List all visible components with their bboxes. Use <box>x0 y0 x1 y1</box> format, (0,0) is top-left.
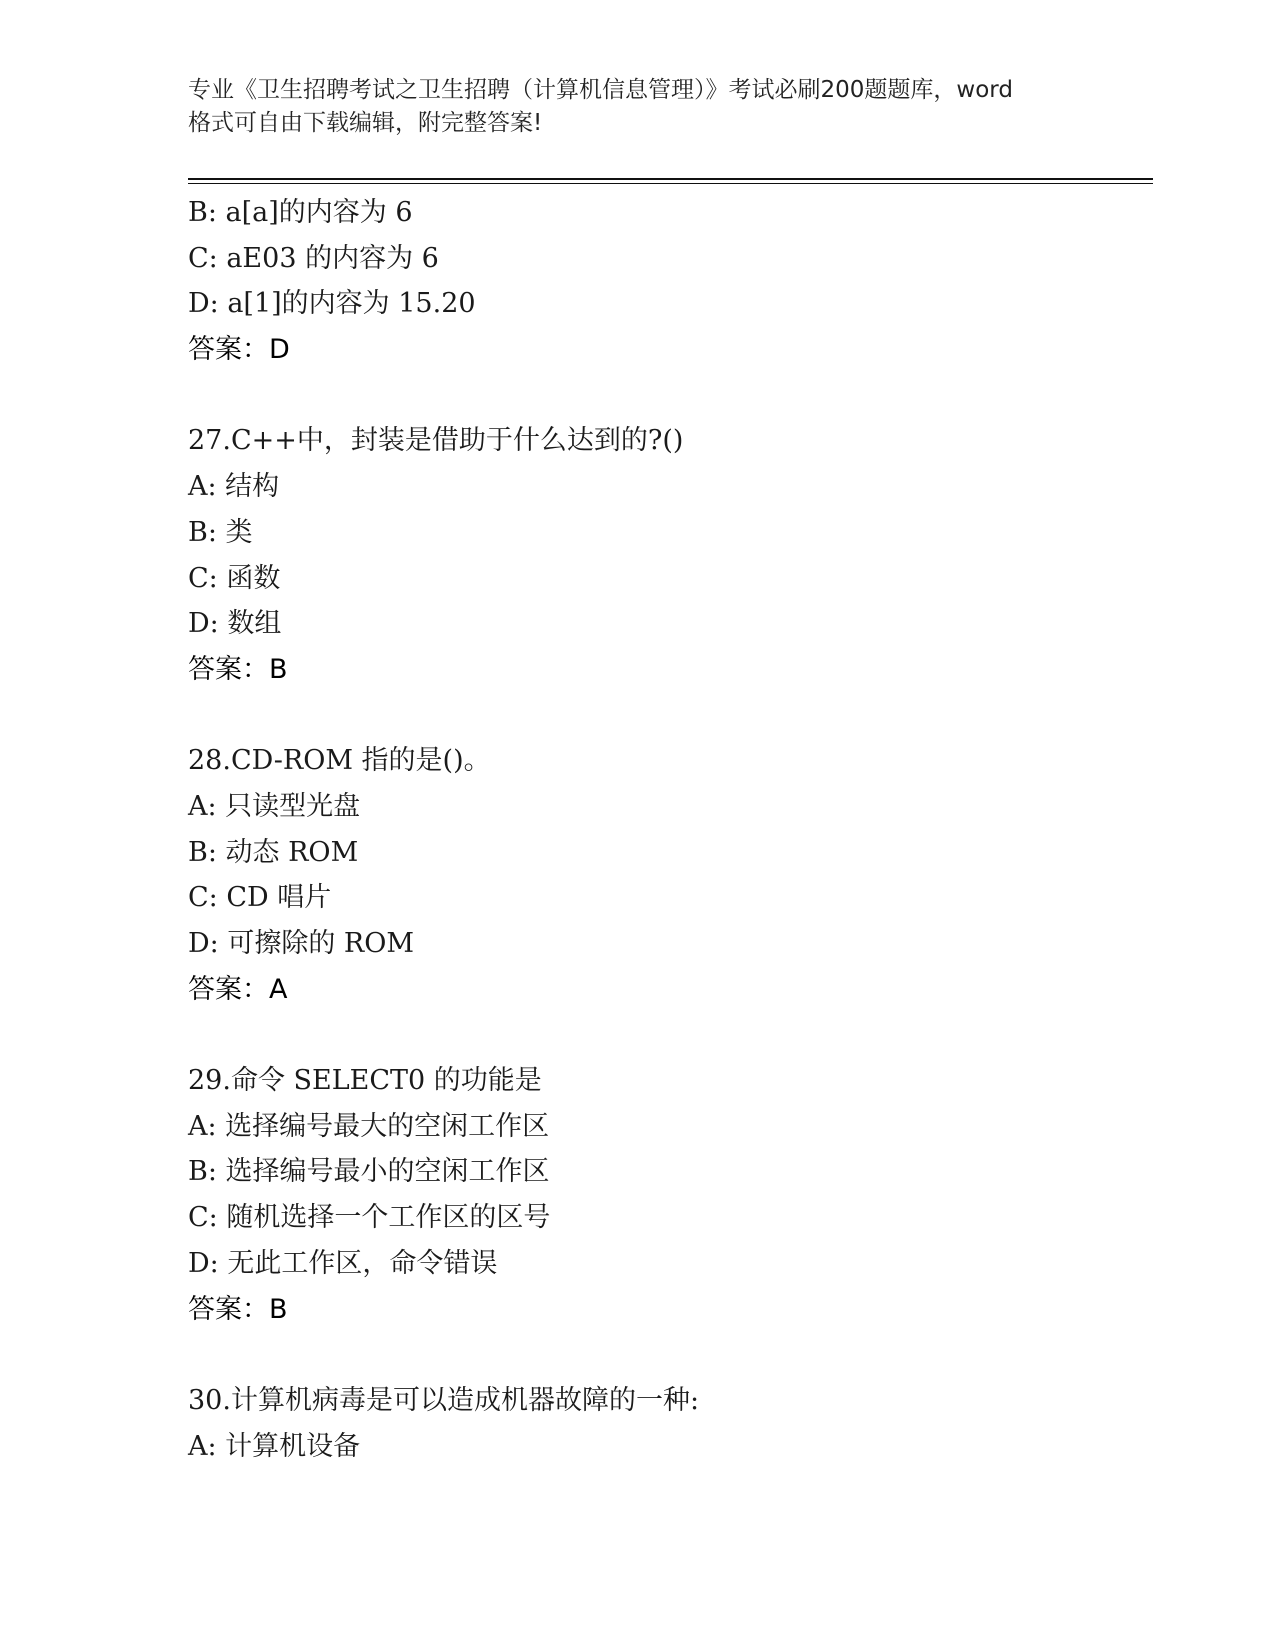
spacer <box>188 693 1148 739</box>
option-a: A: 结构 <box>188 471 280 503</box>
option-a: A: 选择编号最大的空闲工作区 <box>188 1110 550 1142</box>
spacer <box>188 1012 1148 1058</box>
header-line-1: 专业《卫生招聘考试之卫生招聘（计算机信息管理）》考试必刷200题题库，word <box>188 77 1013 103</box>
option-c: C: aE03 的内容为 6 <box>188 242 439 274</box>
header-divider-thick <box>188 178 1153 180</box>
option-b: B: 动态 ROM <box>188 836 359 868</box>
question-stem: 27.C++中，封装是借助于什么达到的?() <box>188 425 684 457</box>
header-divider-thin <box>188 183 1153 184</box>
option-a: A: 计算机设备 <box>188 1430 361 1462</box>
option-c: C: 函数 <box>188 562 281 594</box>
option-c: C: 随机选择一个工作区的区号 <box>188 1202 551 1234</box>
question-28 <box>188 738 1148 1012</box>
document-header <box>188 74 1088 140</box>
option-d: D: 数组 <box>188 608 282 640</box>
header-line-2: 格式可自由下载编辑，附完整答案! <box>188 110 543 136</box>
option-a: A: 只读型光盘 <box>188 790 361 822</box>
option-b: B: 类 <box>188 516 253 548</box>
question-stem: 28.CD-ROM 指的是()。 <box>188 745 491 777</box>
option-c: C: CD 唱片 <box>188 882 332 914</box>
question-29 <box>188 1058 1148 1332</box>
answer-line: 答案：B <box>188 1293 288 1325</box>
option-b: B: a[a]的内容为 6 <box>188 197 413 228</box>
question-27 <box>188 418 1148 692</box>
question-list <box>188 190 1148 1469</box>
option-b: B: 选择编号最小的空闲工作区 <box>188 1156 550 1188</box>
question-stem: 30.计算机病毒是可以造成机器故障的一种: <box>188 1384 700 1416</box>
option-d: D: a[1]的内容为 15.20 <box>188 288 476 320</box>
question-30 <box>188 1378 1148 1469</box>
spacer <box>188 373 1148 419</box>
question-continuation <box>188 190 1148 373</box>
answer-line: 答案：B <box>188 653 288 685</box>
option-d: D: 可擦除的 ROM <box>188 928 415 959</box>
answer-line: 答案：A <box>188 973 288 1005</box>
option-d: D: 无此工作区，命令错误 <box>188 1247 498 1279</box>
spacer <box>188 1332 1148 1378</box>
question-stem: 29.命令 SELECT0 的功能是 <box>188 1065 542 1097</box>
answer-line: 答案：D <box>188 334 290 366</box>
